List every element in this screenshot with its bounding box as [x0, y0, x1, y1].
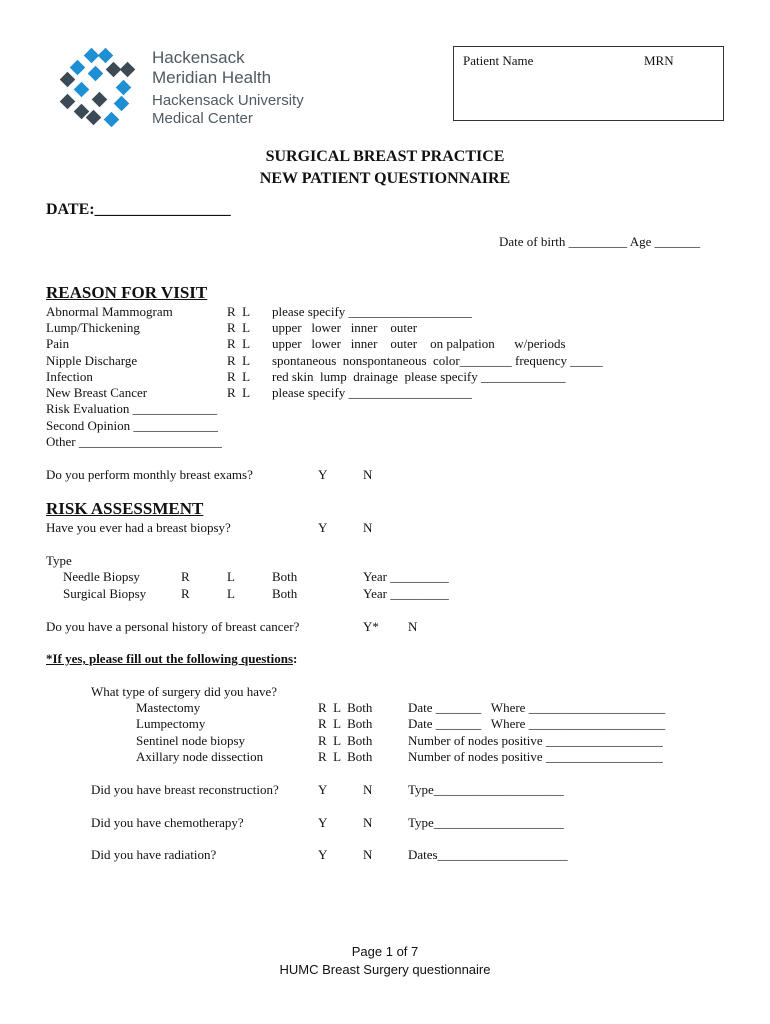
reason-side[interactable]: R L: [227, 353, 251, 368]
document-footer: HUMC Breast Surgery questionnaire: [279, 962, 491, 977]
form-title-line-1: SURGICAL BREAST PRACTICE: [265, 148, 505, 165]
biopsy-type-label: Type: [46, 553, 72, 568]
history-question: Do you have a personal history of breast cancer?: [46, 619, 300, 634]
reconstruction-no[interactable]: N: [363, 782, 373, 797]
biopsy-type-label: Surgical Biopsy: [63, 586, 147, 601]
biopsy-no[interactable]: N: [363, 520, 373, 535]
chemotherapy-yes[interactable]: Y: [318, 815, 328, 830]
reason-label: Infection: [46, 369, 93, 384]
surgery-side[interactable]: R L Both: [318, 749, 373, 764]
reason-label: Nipple Discharge: [46, 353, 138, 368]
reason-label: Lump/Thickening: [46, 320, 140, 335]
surgery-detail[interactable]: Number of nodes positive __________________: [408, 733, 663, 748]
biopsy-right[interactable]: R: [181, 586, 190, 601]
reconstruction-question: Did you have breast reconstruction?: [91, 782, 279, 797]
followup-note-colon: :: [293, 651, 298, 666]
reconstruction-yes[interactable]: Y: [318, 782, 328, 797]
reason-side[interactable]: R L: [227, 320, 251, 335]
biopsy-question: Have you ever had a breast biopsy?: [46, 520, 231, 535]
radiation-yes[interactable]: Y: [318, 847, 328, 862]
risk-heading: RISK ASSESSMENT: [46, 499, 204, 518]
chemotherapy-question: Did you have chemotherapy?: [91, 815, 244, 830]
surgery-side[interactable]: R L Both: [318, 733, 373, 748]
mrn-label: MRN: [644, 53, 674, 68]
followup-note-text: *If yes, please fill out the following questions: [46, 651, 294, 666]
reason-detail[interactable]: upper lower inner outer: [272, 320, 418, 335]
form-title-line-2: NEW PATIENT QUESTIONNAIRE: [259, 170, 511, 187]
logo-mark: [58, 46, 142, 130]
chemotherapy-no[interactable]: N: [363, 815, 373, 830]
logo-line-3: Hackensack University: [152, 92, 304, 109]
biopsy-year-field[interactable]: Year _________: [363, 586, 449, 601]
monthly-exam-yes[interactable]: Y: [318, 467, 328, 482]
surgery-detail[interactable]: Number of nodes positive __________________: [408, 749, 663, 764]
date-field[interactable]: DATE:_________________: [46, 201, 231, 218]
reason-label: New Breast Cancer: [46, 385, 148, 400]
surgery-side[interactable]: R L Both: [318, 700, 373, 715]
reconstruction-type-field[interactable]: Type____________________: [408, 782, 564, 797]
followup-note: [46, 651, 297, 667]
surgery-side[interactable]: R L Both: [318, 716, 373, 731]
biopsy-left[interactable]: L: [227, 586, 235, 601]
logo-line-4: Medical Center: [152, 110, 253, 127]
biopsy-year-field[interactable]: Year _________: [363, 569, 449, 584]
biopsy-yes[interactable]: Y: [318, 520, 328, 535]
logo-line-1: Hackensack: [152, 48, 245, 67]
patient-name-label: Patient Name: [463, 53, 534, 68]
reason-side[interactable]: R L: [227, 336, 251, 351]
biopsy-right[interactable]: R: [181, 569, 190, 584]
surgery-detail[interactable]: Date _______ Where _____________________: [408, 716, 666, 731]
reason-detail[interactable]: red skin lump drainage please specify _____________: [272, 369, 566, 384]
surgery-label: Lumpectomy: [136, 716, 206, 731]
second-opinion-field[interactable]: Second Opinion _____________: [46, 418, 218, 433]
reason-side[interactable]: R L: [227, 369, 251, 384]
radiation-dates-field[interactable]: Dates____________________: [408, 847, 568, 862]
reason-detail[interactable]: please specify ___________________: [272, 385, 473, 400]
monthly-exam-no[interactable]: N: [363, 467, 373, 482]
surgery-label: Sentinel node biopsy: [136, 733, 246, 748]
reason-label: Abnormal Mammogram: [46, 304, 173, 319]
page-number: Page 1 of 7: [351, 944, 419, 959]
reason-side[interactable]: R L: [227, 385, 251, 400]
logo-line-2: Meridian Health: [152, 68, 272, 87]
reason-side[interactable]: R L: [227, 304, 251, 319]
patient-info-box[interactable]: [453, 46, 724, 121]
reason-heading: REASON FOR VISIT: [46, 283, 208, 302]
reason-detail[interactable]: spontaneous nonspontaneous color________ frequency _____: [272, 353, 603, 368]
history-yes[interactable]: Y*: [363, 619, 379, 634]
reason-label: Pain: [46, 336, 70, 351]
radiation-question: Did you have radiation?: [91, 847, 217, 862]
radiation-no[interactable]: N: [363, 847, 373, 862]
surgery-question: What type of surgery did you have?: [91, 684, 278, 699]
surgery-detail[interactable]: Date _______ Where _____________________: [408, 700, 666, 715]
surgery-label: Axillary node dissection: [136, 749, 264, 764]
other-field[interactable]: Other ______________________: [46, 434, 222, 449]
reason-detail[interactable]: please specify ___________________: [272, 304, 473, 319]
monthly-exam-question: Do you perform monthly breast exams?: [46, 467, 253, 482]
history-no[interactable]: N: [408, 619, 418, 634]
dob-age-field[interactable]: Date of birth _________ Age _______: [499, 234, 701, 249]
surgery-label: Mastectomy: [136, 700, 201, 715]
hospital-logo: [58, 46, 308, 130]
biopsy-both[interactable]: Both: [272, 586, 298, 601]
risk-evaluation-field[interactable]: Risk Evaluation _____________: [46, 401, 218, 416]
biopsy-both[interactable]: Both: [272, 569, 298, 584]
biopsy-left[interactable]: L: [227, 569, 235, 584]
reason-detail[interactable]: upper lower inner outer on palpation w/periods: [272, 336, 566, 351]
biopsy-type-label: Needle Biopsy: [63, 569, 140, 584]
chemotherapy-type-field[interactable]: Type____________________: [408, 815, 564, 830]
